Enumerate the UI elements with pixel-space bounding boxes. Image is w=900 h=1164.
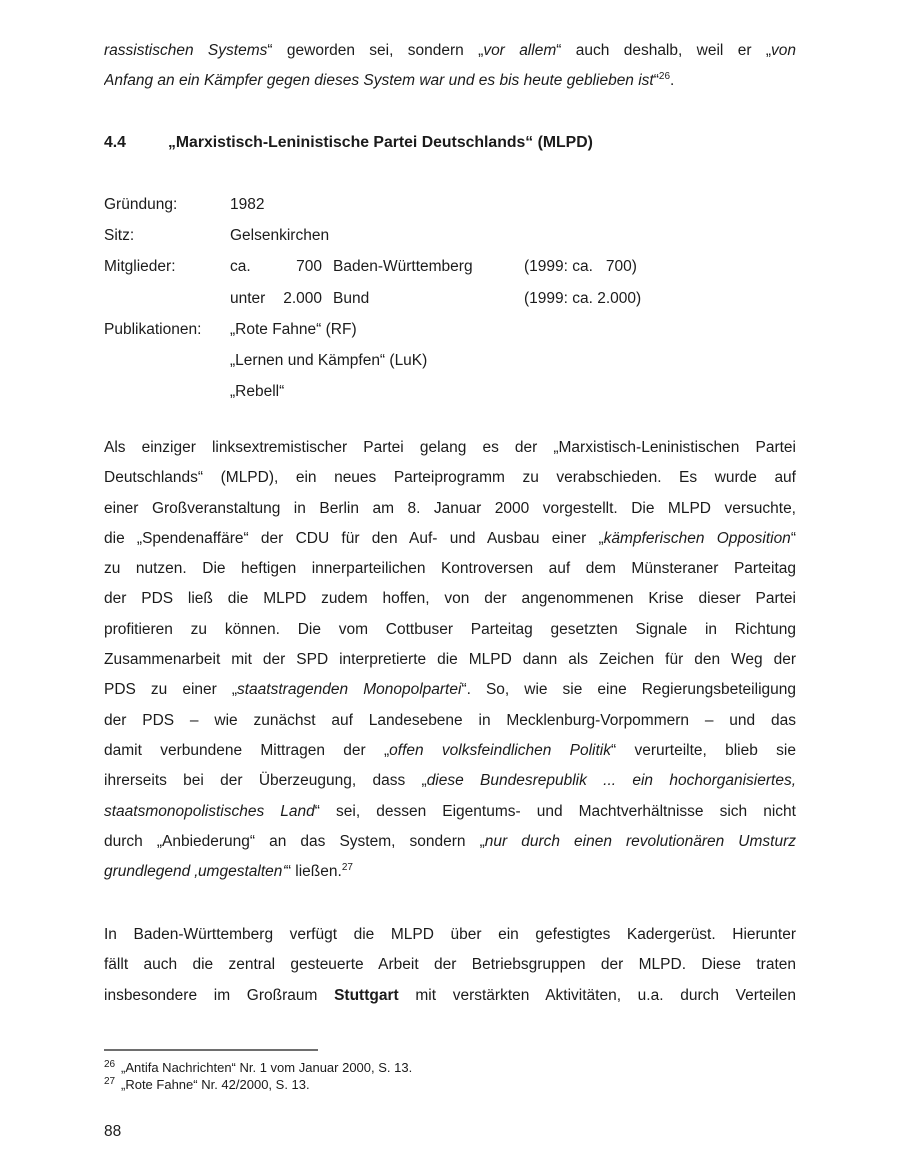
main-paragraph <box>104 433 796 887</box>
text-line <box>104 66 796 96</box>
factsheet-value: 1982 <box>230 196 265 213</box>
intro-paragraph <box>104 36 796 97</box>
text-run: fällt auch die zentral gesteuerte Arbeit der Betriebsgruppen der MLPD. Diese traten <box>104 956 796 974</box>
text-run: von <box>771 42 796 59</box>
text-run: staatstragenden Monopolpartei <box>237 681 462 699</box>
text-line <box>104 554 796 584</box>
text-run: “ <box>790 529 796 547</box>
footnote-reference: 27 <box>341 862 353 873</box>
text-run: grundlegend ‚umgestalten‘ <box>104 863 286 881</box>
text-line <box>104 584 796 614</box>
text-run: offen volksfeindlichen Politik <box>389 741 611 759</box>
member-amount <box>230 251 322 282</box>
text-line <box>104 36 796 66</box>
text-run: In Baden-Württemberg verfügt die MLPD über ein gefestigtes Kadergerüst. Hierunter <box>104 926 796 943</box>
factsheet-row <box>104 189 796 220</box>
text-run: profitieren zu können. Die vom Cottbuser Parteitag gesetzten Signale in Richtung <box>104 620 796 638</box>
text-line <box>104 615 796 645</box>
text-run: “ ließen. <box>285 863 342 881</box>
text-run: einer Großveranstaltung in Berlin am 8. Januar 2000 vorgestellt. Die MLPD versuchte, <box>104 499 796 517</box>
text-run: “ geworden sei, sondern „ <box>267 42 484 59</box>
text-run: die „Spendenaffäre“ der CDU für den Auf- und Ausbau einer „ <box>104 529 604 547</box>
factsheet-value: „Lernen und Kämpfen“ (LuK) <box>230 351 428 369</box>
factsheet-label: Publikationen: <box>104 320 202 338</box>
text-line <box>104 706 796 736</box>
amount-number: 2.000 <box>283 289 322 307</box>
text-run: durch „Anbiederung“ an das System, sondern „ <box>104 832 485 850</box>
text-run: mit verstärkten Aktivitäten, u.a. durch Verteilen <box>398 986 796 1004</box>
text-line <box>104 433 796 463</box>
factsheet-row <box>104 314 796 345</box>
text-run: der PDS ließ die MLPD zudem hoffen, von der angenommenen Krise dieser Partei <box>104 590 796 608</box>
factsheet-label: Gründung: <box>104 196 178 213</box>
baden-wuerttemberg-paragraph <box>104 920 796 1011</box>
text-line <box>104 524 796 554</box>
text-run: Als einziger linksextremistischer Partei gelang es der „Marxistisch-Leninistischen Partei <box>104 439 796 456</box>
text-line <box>104 981 796 1011</box>
text-run: “ verurteilte, blieb sie <box>611 741 796 759</box>
factsheet-row <box>104 283 796 314</box>
text-run: kämpferischen Opposition <box>603 529 791 547</box>
section-title: „Marxistisch-Leninistische Partei Deutschlands“ (MLPD) <box>168 134 593 151</box>
text-run: damit verbundene Mittragen der „ <box>104 741 390 759</box>
text-line <box>104 494 796 524</box>
footnote-list <box>104 1059 796 1094</box>
text-run: diese Bundesrepublik ... ein hochorganisiertes, <box>426 772 796 790</box>
text-run: rassistischen Systems <box>104 42 268 59</box>
text-line <box>104 797 796 827</box>
amount-prefix: unter <box>230 289 266 307</box>
text-run: der PDS – wie zunächst auf Landesebene in Mecklenburg-Vorpommern – und das <box>104 711 796 729</box>
member-region: Bund <box>333 289 370 307</box>
footnote-item: 26 „Antifa Nachrichten“ Nr. 1 vom Januar 2000, S. 13. <box>104 1058 413 1075</box>
factsheet-label <box>104 283 230 314</box>
text-run: “ <box>653 72 659 90</box>
footnote-text: „Rote Fahne“ Nr. 42/2000, S. 13. <box>121 1077 310 1093</box>
footnotes-section <box>104 1049 796 1094</box>
text-run: Deutschlands“ (MLPD), ein neues Parteiprogramm zu verabschieden. Es wurde auf <box>104 469 796 487</box>
text-run: vor allem <box>483 42 557 59</box>
text-run: Anfang an ein Kämpfer gegen dieses System war und es bis heute geblieben ist <box>104 72 654 90</box>
member-note-1999: (1999: ca. 2.000) <box>524 289 642 307</box>
member-amount <box>230 283 322 314</box>
member-region: Baden-Württemberg <box>333 258 473 276</box>
amount-prefix: ca. <box>230 258 251 276</box>
factsheet-value: Gelsenkirchen <box>230 227 330 245</box>
factsheet-row <box>104 251 796 282</box>
text-line <box>104 920 796 950</box>
party-factsheet <box>104 189 796 407</box>
text-line <box>104 645 796 675</box>
text-line <box>104 463 796 493</box>
text-line <box>104 827 796 857</box>
text-run: insbesondere im Großraum <box>104 986 335 1004</box>
text-run: staatsmonopolistisches Land <box>104 802 315 820</box>
text-run: zu nutzen. Die heftigen innerparteilichen Kontroversen auf dem Münsteraner Parteitag <box>104 560 796 578</box>
factsheet-row <box>104 376 796 407</box>
text-line <box>104 766 796 796</box>
footnote-separator <box>104 1049 318 1051</box>
text-run: “ sei, dessen Eigentums- und Machtverhältnisse sich nicht <box>314 802 796 820</box>
text-run: . <box>670 72 675 90</box>
text-run: “. So, wie sie eine Regierungsbeteiligung <box>461 681 796 699</box>
text-run: nur durch einen revolutionären Umsturz <box>484 832 796 850</box>
factsheet-row <box>104 345 796 376</box>
text-run: “ auch deshalb, weil er „ <box>556 42 771 59</box>
amount-number: 700 <box>296 258 322 276</box>
text-line <box>104 950 796 980</box>
footnote-item: 27 „Rote Fahne“ Nr. 42/2000, S. 13. <box>104 1076 310 1093</box>
factsheet-value: „Rote Fahne“ (RF) <box>230 320 357 338</box>
text-line <box>104 675 796 705</box>
text-line <box>104 736 796 766</box>
member-note-1999: (1999: ca. 700) <box>524 258 637 276</box>
factsheet-label: Sitz: <box>104 227 135 245</box>
section-number: 4.4 <box>104 134 126 151</box>
page-number: 88 <box>104 1123 122 1140</box>
factsheet-label <box>104 345 230 376</box>
text-run: Zusammenarbeit mit der SPD interpretierte die MLPD dann als Zeichen für den Weg der <box>104 651 796 669</box>
factsheet-label <box>104 376 230 407</box>
text-run: PDS zu einer „ <box>104 681 237 699</box>
text-run: Stuttgart <box>334 986 399 1004</box>
footnote-reference: 26 <box>658 71 671 83</box>
factsheet-row <box>104 220 796 251</box>
footnote-text: „Antifa Nachrichten“ Nr. 1 vom Januar 2000, S. 13. <box>121 1060 413 1075</box>
factsheet-label: Mitglieder: <box>104 258 176 276</box>
section-heading <box>104 133 796 153</box>
factsheet-value: „Rebell“ <box>230 383 285 401</box>
text-run: ihrerseits bei der Überzeugung, dass „ <box>104 772 427 790</box>
text-line <box>104 857 796 887</box>
